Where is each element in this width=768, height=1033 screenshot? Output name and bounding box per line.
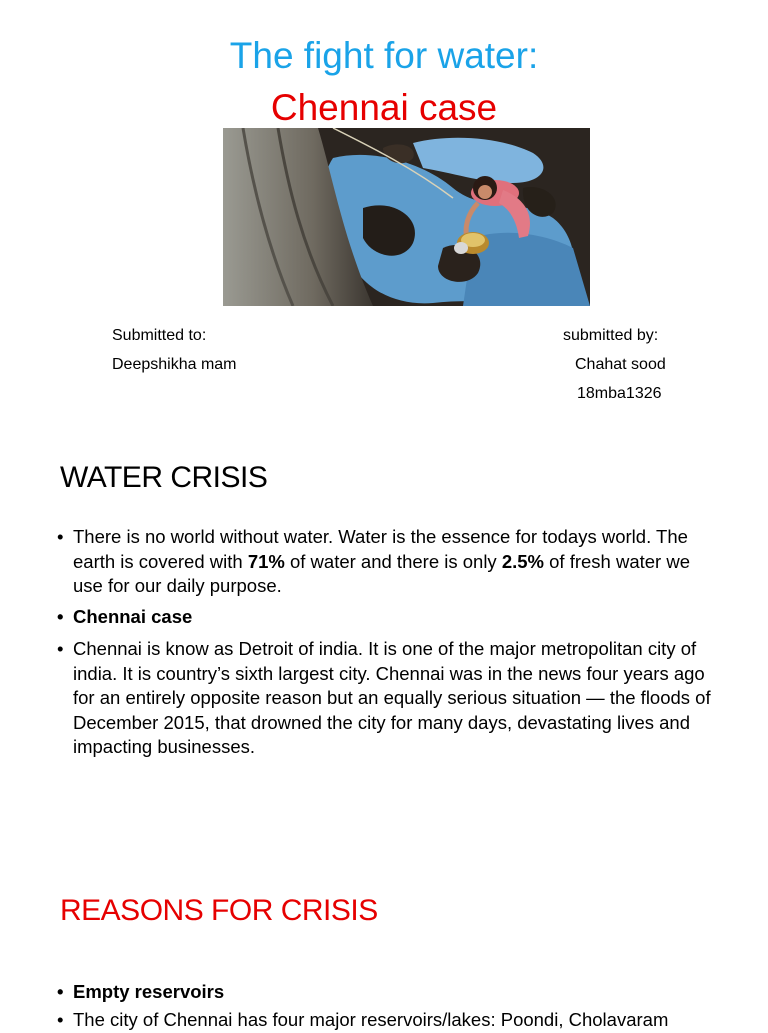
bullet-dot: • bbox=[57, 606, 64, 627]
well-photo-illustration bbox=[223, 128, 590, 306]
bullet-text: The city of Chennai has four major reservoirs/lakes: Poondi, Cholavaram bbox=[73, 1009, 669, 1030]
submitted-to-label: Submitted to: bbox=[112, 327, 207, 344]
submitted-by-id: 18mba1326 bbox=[577, 385, 662, 402]
bullet-chennai-description bbox=[57, 637, 717, 760]
submitted-to-name: Deepshikha mam bbox=[112, 356, 237, 373]
bullet-text: Chennai case bbox=[73, 606, 193, 627]
bullet-dot: • bbox=[57, 638, 64, 659]
reasons-heading: REASONS FOR CRISIS bbox=[60, 894, 378, 927]
bullet-dot: • bbox=[57, 1009, 64, 1030]
bullet-dot: • bbox=[57, 981, 64, 1002]
bullet-fresh-water bbox=[57, 525, 717, 599]
water-crisis-slide bbox=[0, 430, 768, 845]
bullet-chennai-case bbox=[57, 605, 717, 630]
bullet-empty-reservoirs bbox=[57, 980, 717, 1005]
title-line-1: The fight for water: bbox=[229, 35, 539, 76]
bullet-text-part: of water and there is only bbox=[284, 550, 502, 572]
bullet-emphasis-2-5: 2.5% bbox=[501, 550, 544, 572]
bullet-emphasis-71: 71% bbox=[247, 550, 285, 572]
bullet-reservoirs-list bbox=[57, 1008, 717, 1033]
bullet-text: Chennai is know as Detroit of india. It is one of the major metropolitan city of india. It is country’s sixth largest city. Chennai was in the news four years ago for an entirely opposite reason but an equally serious situation — the floods of December 2015, that drowned the city for many days, devastating lives and impacting businesses. bbox=[73, 638, 711, 757]
water-crisis-heading: WATER CRISIS bbox=[60, 461, 268, 494]
reasons-slide bbox=[0, 845, 768, 1030]
bullet-dot: • bbox=[57, 526, 64, 547]
bullet-text-part: of fresh water we use for our daily purpose. bbox=[73, 550, 691, 596]
title-line-2: Chennai case bbox=[270, 87, 498, 128]
bullet-text-part: There is no world without water. Water is the essence for todays world. The earth is covered with bbox=[73, 526, 688, 572]
title-slide bbox=[0, 0, 768, 430]
submitted-by-name: Chahat sood bbox=[575, 356, 666, 373]
cover-photo bbox=[223, 128, 590, 306]
submitted-by-label: submitted by: bbox=[563, 327, 659, 344]
bullet-text: Empty reservoirs bbox=[73, 981, 225, 1002]
